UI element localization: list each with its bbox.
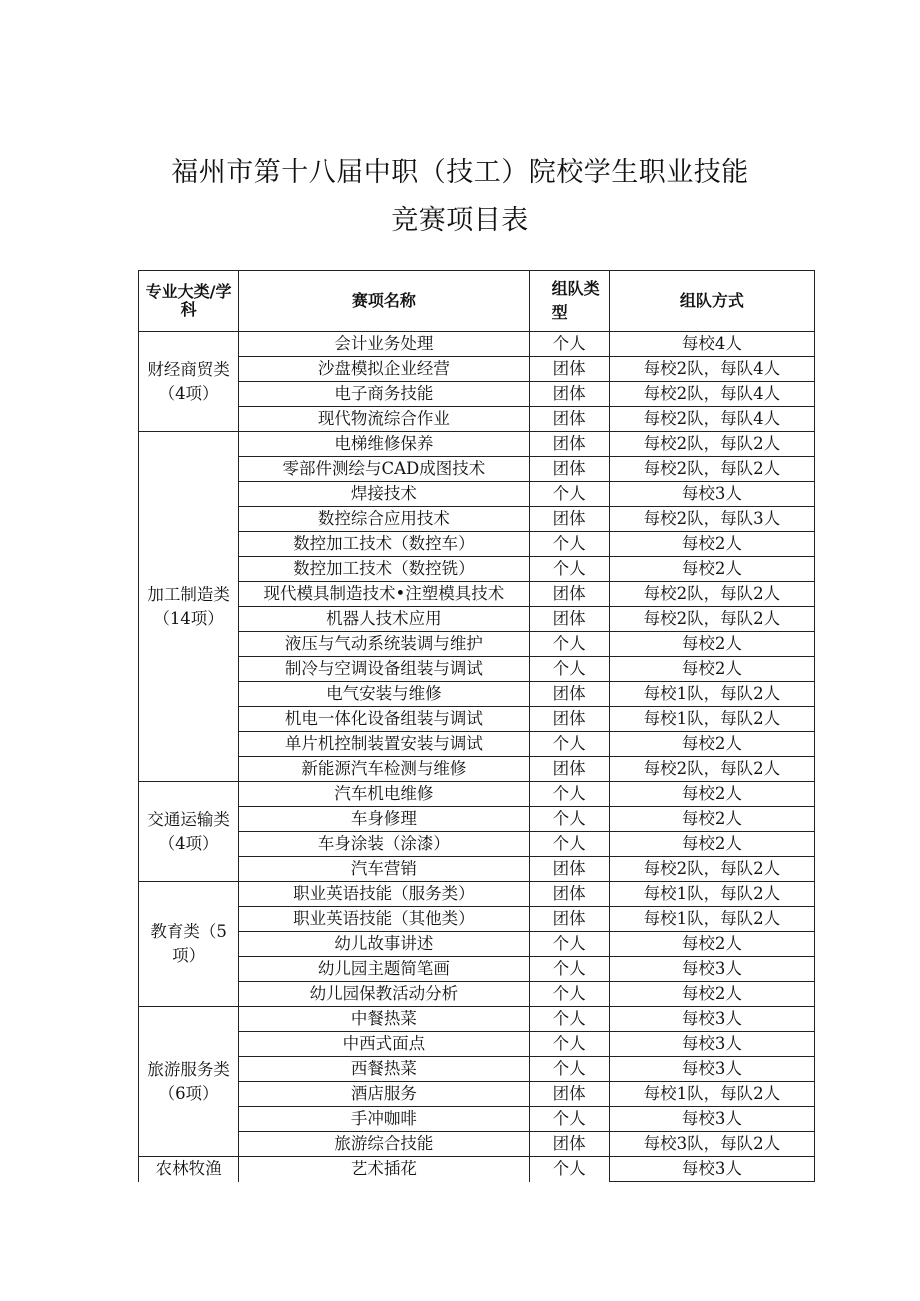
table-row <box>139 507 815 532</box>
team-mode-cell: 每校2人 <box>609 632 814 657</box>
table-row <box>139 407 815 432</box>
team-mode-cell: 每校3人 <box>609 1107 814 1132</box>
team-type-cell: 团体 <box>529 407 609 432</box>
event-cell: 数控综合应用技术 <box>239 507 529 532</box>
header-event: 赛项名称 <box>239 271 529 332</box>
team-type-cell: 个人 <box>529 782 609 807</box>
event-cell: 汽车机电维修 <box>239 782 529 807</box>
table-row <box>139 607 815 632</box>
table-row <box>139 732 815 757</box>
team-type-cell: 团体 <box>529 757 609 782</box>
event-cell: 制冷与空调设备组装与调试 <box>239 657 529 682</box>
page-title-line2: 竞赛项目表 <box>391 205 529 236</box>
team-type-cell: 团体 <box>529 682 609 707</box>
table-row <box>139 832 815 857</box>
team-type-cell: 个人 <box>529 1107 609 1132</box>
table-row <box>139 657 815 682</box>
team-mode-cell: 每校2队，每队2人 <box>609 457 814 482</box>
event-cell: 艺术插花 <box>239 1157 529 1182</box>
event-cell: 零部件测绘与CAD成图技术 <box>239 457 529 482</box>
team-mode-cell: 每校2人 <box>609 532 814 557</box>
table-row <box>139 482 815 507</box>
event-cell: 电梯维修保养 <box>239 432 529 457</box>
team-mode-cell: 每校2人 <box>609 732 814 757</box>
team-mode-cell: 每校2人 <box>609 807 814 832</box>
team-type-cell: 团体 <box>529 582 609 607</box>
event-cell: 职业英语技能（其他类） <box>239 907 529 932</box>
table-row <box>139 582 815 607</box>
team-type-cell: 个人 <box>529 332 609 357</box>
team-type-cell: 个人 <box>529 532 609 557</box>
team-type-cell: 团体 <box>529 457 609 482</box>
team-mode-cell: 每校2队，每队4人 <box>609 382 814 407</box>
team-type-cell: 个人 <box>529 1157 609 1182</box>
team-mode-cell: 每校1队，每队2人 <box>609 907 814 932</box>
category-cell: 旅游服务类（6项） <box>139 1007 239 1157</box>
event-cell: 沙盘模拟企业经营 <box>239 357 529 382</box>
team-type-cell: 个人 <box>529 932 609 957</box>
table-row <box>139 1057 815 1082</box>
team-type-cell: 个人 <box>529 732 609 757</box>
team-mode-cell: 每校3人 <box>609 1007 814 1032</box>
event-cell: 焊接技术 <box>239 482 529 507</box>
team-mode-cell: 每校2人 <box>609 657 814 682</box>
team-mode-cell: 每校2队，每队4人 <box>609 357 814 382</box>
event-cell: 车身修理 <box>239 807 529 832</box>
header-team-type: 组队类型 <box>529 271 609 332</box>
team-mode-cell: 每校4人 <box>609 332 814 357</box>
team-mode-cell: 每校3人 <box>609 1157 814 1182</box>
team-mode-cell: 每校3人 <box>609 1032 814 1057</box>
team-type-cell: 个人 <box>529 807 609 832</box>
team-type-cell: 团体 <box>529 382 609 407</box>
event-cell: 单片机控制装置安装与调试 <box>239 732 529 757</box>
team-mode-cell: 每校3队，每队2人 <box>609 1132 814 1157</box>
table-row <box>139 332 815 357</box>
category-cell: 教育类（5项） <box>139 882 239 1007</box>
team-type-cell: 团体 <box>529 1132 609 1157</box>
table-row <box>139 957 815 982</box>
table-row <box>139 1082 815 1107</box>
event-cell: 手冲咖啡 <box>239 1107 529 1132</box>
table-row <box>139 432 815 457</box>
event-cell: 车身涂装（涂漆） <box>239 832 529 857</box>
header-team-mode: 组队方式 <box>609 271 814 332</box>
table-row <box>139 757 815 782</box>
team-type-cell: 团体 <box>529 607 609 632</box>
team-type-cell: 团体 <box>529 1082 609 1107</box>
event-cell: 中餐热菜 <box>239 1007 529 1032</box>
table-row <box>139 907 815 932</box>
event-cell: 数控加工技术（数控车） <box>239 532 529 557</box>
event-cell: 汽车营销 <box>239 857 529 882</box>
team-type-cell: 个人 <box>529 982 609 1007</box>
page-title-line1: 福州市第十八届中职（技工）院校学生职业技能 <box>171 157 749 188</box>
team-mode-cell: 每校2队，每队2人 <box>609 757 814 782</box>
table-row <box>139 1157 815 1182</box>
table-row <box>139 1132 815 1157</box>
event-cell: 幼儿故事讲述 <box>239 932 529 957</box>
team-type-cell: 个人 <box>529 1032 609 1057</box>
event-cell: 电子商务技能 <box>239 382 529 407</box>
table-row <box>139 882 815 907</box>
team-mode-cell: 每校1队，每队2人 <box>609 707 814 732</box>
team-mode-cell: 每校1队，每队2人 <box>609 682 814 707</box>
team-mode-cell: 每校2队，每队3人 <box>609 507 814 532</box>
team-type-cell: 个人 <box>529 1007 609 1032</box>
table-row <box>139 632 815 657</box>
team-type-cell: 个人 <box>529 832 609 857</box>
table-row <box>139 557 815 582</box>
team-mode-cell: 每校2队，每队2人 <box>609 432 814 457</box>
table-row <box>139 1107 815 1132</box>
table-row <box>139 982 815 1007</box>
team-mode-cell: 每校2队，每队2人 <box>609 607 814 632</box>
category-cell: 交通运输类（4项） <box>139 782 239 882</box>
team-type-cell: 个人 <box>529 657 609 682</box>
table-row <box>139 1007 815 1032</box>
event-cell: 西餐热菜 <box>239 1057 529 1082</box>
team-type-cell: 个人 <box>529 632 609 657</box>
event-cell: 幼儿园主题简笔画 <box>239 957 529 982</box>
table-row <box>139 1032 815 1057</box>
team-type-cell: 团体 <box>529 907 609 932</box>
table-body <box>139 332 815 1182</box>
table-row <box>139 932 815 957</box>
event-cell: 电气安装与维修 <box>239 682 529 707</box>
event-cell: 液压与气动系统装调与维护 <box>239 632 529 657</box>
team-type-cell: 个人 <box>529 482 609 507</box>
table-header-row <box>139 271 815 332</box>
event-cell: 酒店服务 <box>239 1082 529 1107</box>
event-cell: 机电一体化设备组装与调试 <box>239 707 529 732</box>
table-row <box>139 682 815 707</box>
team-type-cell: 团体 <box>529 432 609 457</box>
team-mode-cell: 每校1队，每队2人 <box>609 1082 814 1107</box>
team-mode-cell: 每校1队，每队2人 <box>609 882 814 907</box>
event-cell: 机器人技术应用 <box>239 607 529 632</box>
team-type-cell: 团体 <box>529 882 609 907</box>
event-cell: 旅游综合技能 <box>239 1132 529 1157</box>
team-mode-cell: 每校3人 <box>609 957 814 982</box>
team-type-cell: 个人 <box>529 957 609 982</box>
table-row <box>139 357 815 382</box>
category-cell: 农林牧渔 <box>139 1157 239 1182</box>
table-row <box>139 782 815 807</box>
header-category: 专业大类/学科 <box>139 271 239 332</box>
team-mode-cell: 每校2队，每队4人 <box>609 407 814 432</box>
team-mode-cell: 每校3人 <box>609 482 814 507</box>
event-cell: 幼儿园保教活动分析 <box>239 982 529 1007</box>
table-row <box>139 707 815 732</box>
event-cell: 新能源汽车检测与维修 <box>239 757 529 782</box>
event-cell: 现代模具制造技术•注塑模具技术 <box>239 582 529 607</box>
event-cell: 会计业务处理 <box>239 332 529 357</box>
team-type-cell: 团体 <box>529 507 609 532</box>
table-row <box>139 457 815 482</box>
event-cell: 数控加工技术（数控铣） <box>239 557 529 582</box>
team-mode-cell: 每校2人 <box>609 832 814 857</box>
category-cell: 财经商贸类（4项） <box>139 332 239 432</box>
team-type-cell: 团体 <box>529 707 609 732</box>
competition-table <box>138 270 815 1182</box>
team-mode-cell: 每校3人 <box>609 1057 814 1082</box>
team-mode-cell: 每校2人 <box>609 932 814 957</box>
team-mode-cell: 每校2队，每队2人 <box>609 857 814 882</box>
team-mode-cell: 每校2人 <box>609 557 814 582</box>
team-mode-cell: 每校2队，每队2人 <box>609 582 814 607</box>
team-type-cell: 个人 <box>529 1057 609 1082</box>
table-row <box>139 532 815 557</box>
team-type-cell: 个人 <box>529 557 609 582</box>
team-type-cell: 团体 <box>529 857 609 882</box>
event-cell: 职业英语技能（服务类） <box>239 882 529 907</box>
event-cell: 现代物流综合作业 <box>239 407 529 432</box>
team-type-cell: 团体 <box>529 357 609 382</box>
event-cell: 中西式面点 <box>239 1032 529 1057</box>
category-cell: 加工制造类（14项） <box>139 432 239 782</box>
team-mode-cell: 每校2人 <box>609 782 814 807</box>
table-row <box>139 857 815 882</box>
table-row <box>139 807 815 832</box>
table-row <box>139 382 815 407</box>
team-mode-cell: 每校2人 <box>609 982 814 1007</box>
